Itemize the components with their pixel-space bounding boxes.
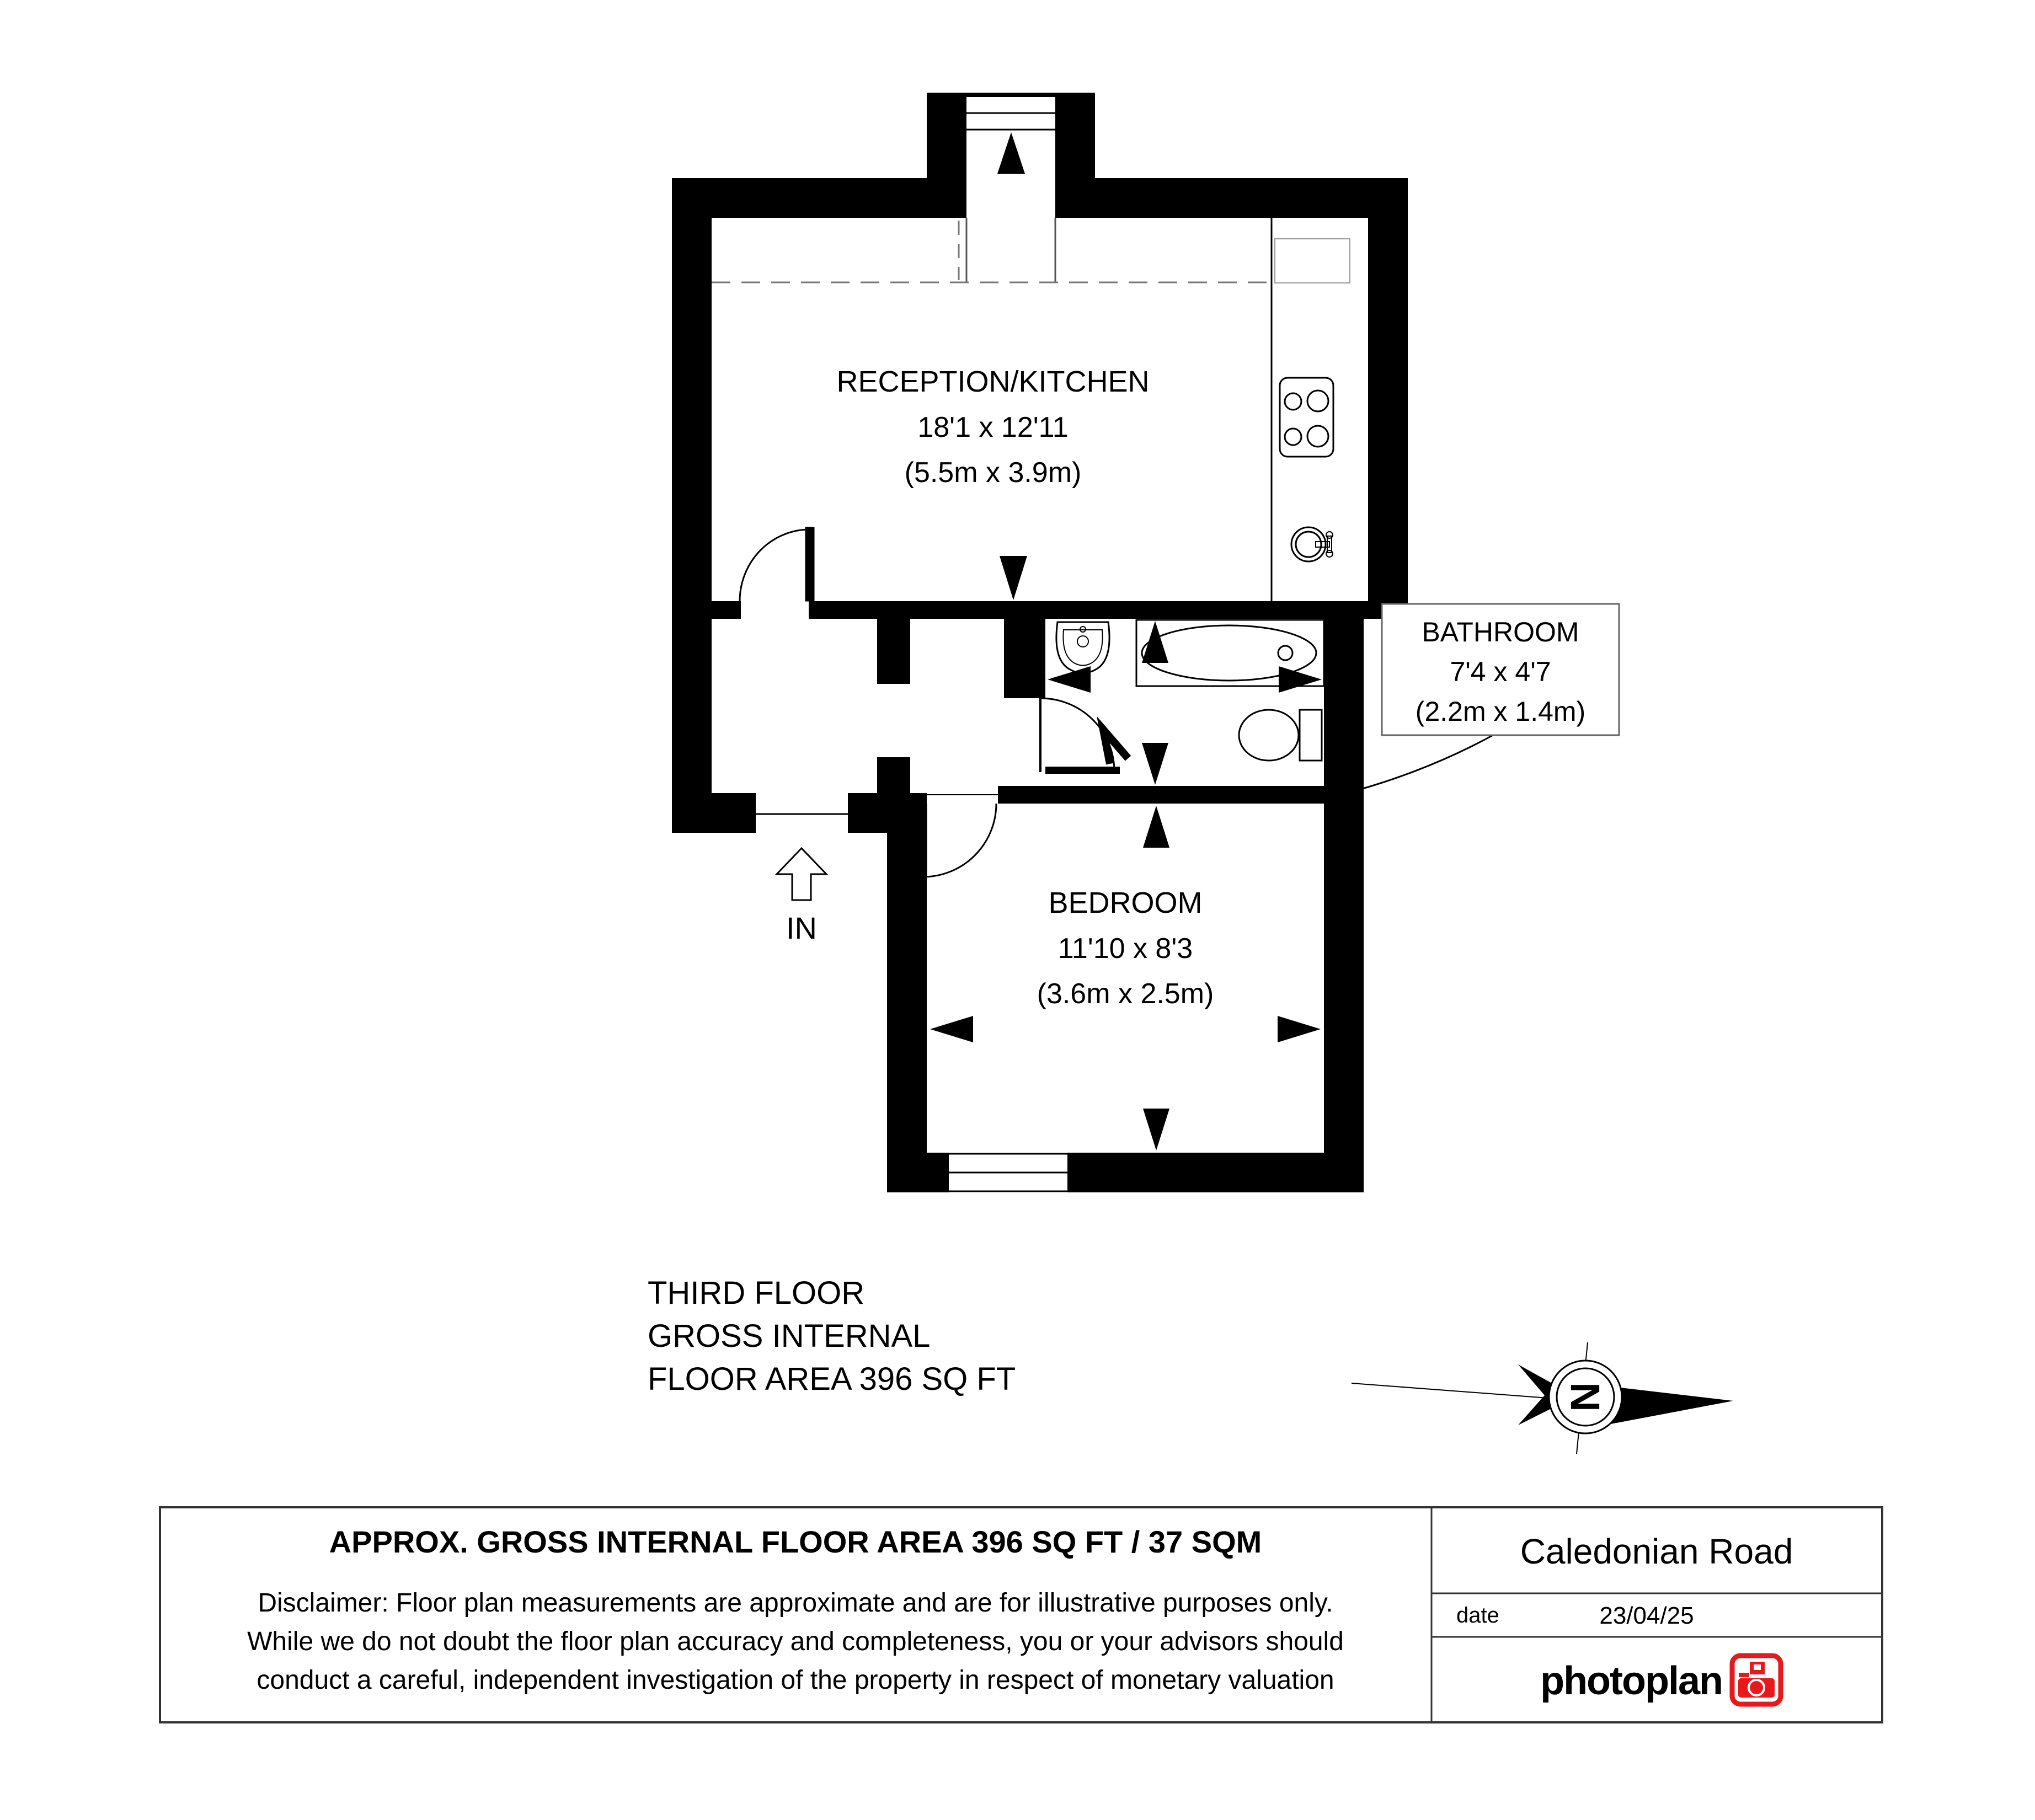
reception-door-arc <box>740 529 810 601</box>
in-arrow <box>777 848 826 900</box>
footer-disclaimer-2: While we do not doubt the floor plan accuracy and completeness, you or your advisors should <box>247 1627 1344 1656</box>
bedroom-dims-m: (3.6m x 2.5m) <box>1037 978 1214 1010</box>
property-name: Caledonian Road <box>1520 1532 1793 1571</box>
entry-arrow <box>777 848 826 945</box>
reception-name: RECEPTION/KITCHEN <box>836 365 1150 398</box>
kitchen-fixtures <box>1280 378 1333 561</box>
partition-hall-lower-stub <box>877 757 910 804</box>
bathroom-leader-line <box>1363 734 1496 789</box>
toilet-bowl <box>1239 710 1299 761</box>
compass-tail-line <box>1352 1383 1556 1399</box>
basin-inner <box>1063 630 1102 666</box>
floor-summary-line2: GROSS INTERNAL <box>648 1318 931 1354</box>
date-value: 23/04/25 <box>1599 1602 1694 1629</box>
arrow-down-bathroom <box>1142 743 1168 785</box>
bathroom-name: BATHROOM <box>1422 617 1579 647</box>
bedroom-dims-ft: 11'10 x 8'3 <box>1057 933 1193 965</box>
reception-dims-m: (5.5m x 3.9m) <box>904 457 1082 489</box>
reception-door-gap <box>741 600 809 620</box>
brand-wordmark: photoplan <box>1540 1659 1722 1703</box>
basin-tap <box>1077 636 1088 647</box>
floor-summary-line3: FLOOR AREA 396 SQ FT <box>648 1361 1016 1397</box>
partition-bathroom-left <box>1004 619 1045 698</box>
floor-summary-line1: THIRD FLOOR <box>648 1275 865 1311</box>
hob <box>1280 378 1333 457</box>
bathroom-dims-ft: 7'4 x 4'7 <box>1450 656 1551 687</box>
bathroom-dims-m: (2.2m x 1.4m) <box>1415 696 1586 727</box>
bathroom-leader-arrowhead <box>1103 730 1128 764</box>
arrow-right-bedroom <box>1278 1016 1321 1042</box>
hob-ring <box>1307 426 1328 447</box>
bedroom-name: BEDROOM <box>1048 886 1203 919</box>
wall-left <box>672 178 712 833</box>
arrow-up-bedroom <box>1143 806 1169 848</box>
bathroom-callout <box>1363 604 1619 789</box>
arrow-left-bathroom <box>1048 666 1091 693</box>
footer-area-title: APPROX. GROSS INTERNAL FLOOR AREA 396 SQ FT / 37 SQM <box>329 1524 1262 1559</box>
hob-ring <box>1285 393 1301 410</box>
kitchen-sink-inner <box>1296 532 1321 557</box>
footer-disclaimer-3: conduct a careful, independent investigation of the property in respect of monetary valuation <box>257 1666 1334 1695</box>
headroom-corner-box <box>1275 239 1350 283</box>
reception-dims-ft: 18'1 x 12'11 <box>917 411 1069 443</box>
bath-drain <box>1278 646 1292 660</box>
bedroom-door-leaf <box>919 804 927 877</box>
arrow-down-bedroom <box>1143 1109 1169 1150</box>
toilet-cistern <box>1300 710 1322 761</box>
bedroom-door-arc <box>923 804 996 877</box>
camera-icon <box>1732 1656 1781 1704</box>
date-label: date <box>1456 1603 1499 1628</box>
camera-viewfinder-window <box>1754 1664 1761 1670</box>
partition-reception-bottom <box>712 601 1368 619</box>
hob-ring <box>1307 390 1328 411</box>
in-label: IN <box>786 911 817 945</box>
camera-lens <box>1749 1680 1764 1695</box>
kitchen-tap-knob <box>1326 532 1333 538</box>
compass-north-arrow <box>1611 1387 1733 1424</box>
arrow-right-bathroom <box>1279 666 1322 693</box>
floor-summary <box>648 1275 1016 1397</box>
footer-bar <box>160 1507 1882 1722</box>
arrow-left-bedroom <box>930 1016 973 1042</box>
entry-opening <box>756 792 848 834</box>
bathroom-door-gap <box>1004 698 1045 772</box>
hob-ring <box>1285 429 1301 445</box>
wall-right-reception <box>1368 178 1408 619</box>
partition-bathroom-bottom <box>998 786 1364 804</box>
compass <box>1352 1342 1733 1454</box>
partition-shower-bar <box>1045 767 1120 774</box>
camera-flash-dash <box>1739 1673 1749 1677</box>
wall-right-lower <box>1324 601 1364 1192</box>
compass-n-letter: N <box>1562 1382 1608 1412</box>
arrow-down-reception <box>1000 556 1027 600</box>
footer-disclaimer-1: Disclaimer: Floor plan measurements are approximate and are for illustrative purposes only. <box>258 1588 1333 1618</box>
arrow-up-bathroom <box>1142 621 1168 663</box>
partition-hall-upper-stub <box>877 619 910 684</box>
reception-door-leaf <box>805 527 814 601</box>
kitchen-tap-knob <box>1326 550 1333 557</box>
